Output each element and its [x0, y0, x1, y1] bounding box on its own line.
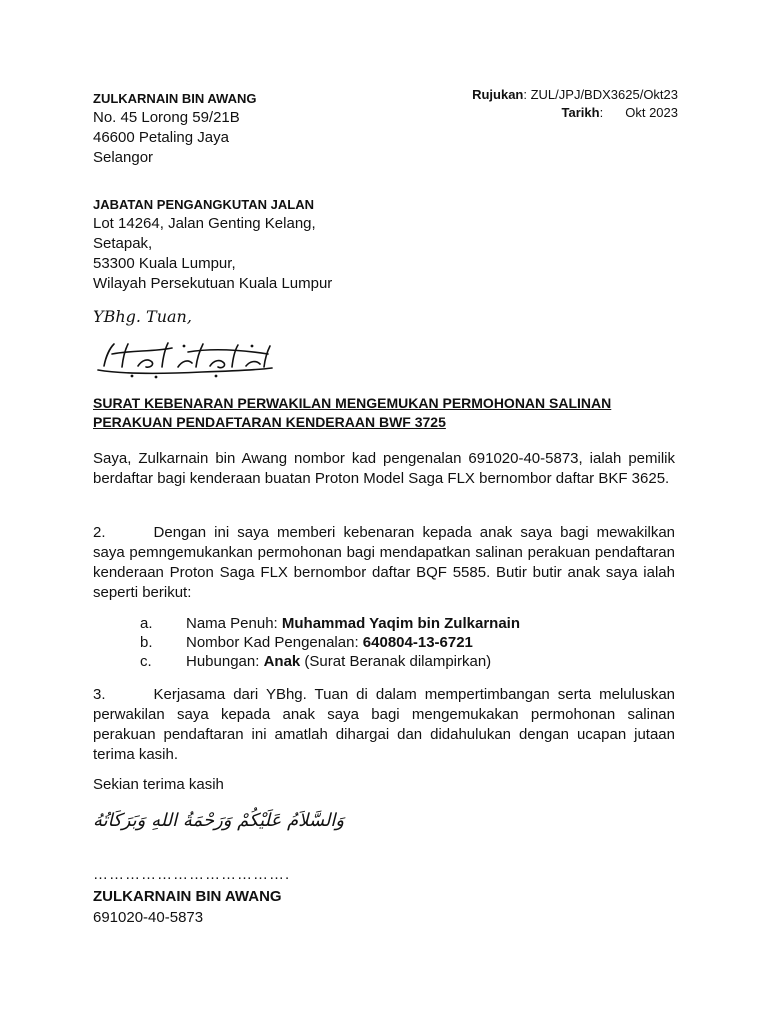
- detail-value: Muhammad Yaqim bin Zulkarnain: [281, 615, 520, 632]
- closing-text: Sekian terima kasih: [93, 776, 224, 793]
- signature-line: ……………………………….: [93, 866, 291, 883]
- detail-note: (Surat Beranak dilampirkan): [300, 653, 492, 670]
- reference-block: [472, 86, 678, 122]
- list-marker: a.: [140, 615, 153, 632]
- detail-value: 640804-13-6721: [362, 634, 473, 651]
- reference-value: : ZUL/JPJ/BDX3625/Okt23: [523, 87, 678, 102]
- recipient-address-line: 53300 Kuala Lumpur,: [93, 255, 236, 272]
- paragraph-2: [93, 523, 675, 603]
- details-list: [140, 614, 520, 671]
- paragraph-2-number: 2.: [93, 524, 106, 541]
- date-row: [472, 104, 678, 122]
- date-label: Tarikh: [561, 105, 600, 120]
- recipient-address-line: Setapak,: [93, 235, 153, 252]
- list-marker: c.: [140, 653, 152, 670]
- recipient-address-line: Wilayah Persekutuan Kuala Lumpur: [93, 275, 333, 292]
- recipient-address-line: Lot 14264, Jalan Genting Kelang,: [93, 215, 316, 232]
- detail-value: Anak: [263, 653, 301, 670]
- list-item: [140, 652, 520, 671]
- reference-row: [472, 86, 678, 104]
- paragraph-2-text: Dengan ini saya memberi kebenaran kepada anak saya bagi mewakilkan saya pemngemukankan permohonan bagi mendapatkan salinan perakuan pendaftaran kenderaan Proton Saga FLX bernombor daftar BQF 5585. Butir butir anak saya ialah seperti berikut:: [93, 524, 675, 601]
- detail-label: Nama Penuh:: [186, 615, 282, 632]
- sender-address-line: Selangor: [93, 149, 154, 166]
- recipient-block: [93, 196, 332, 294]
- sender-address-line: No. 45 Lorong 59/21B: [93, 109, 240, 126]
- paragraph-3-number: 3.: [93, 686, 106, 703]
- recipient-name: JABATAN PENGANGKUTAN JALAN: [93, 197, 314, 212]
- arabic-greeting-calligraphy: [92, 334, 278, 380]
- list-item: [140, 633, 520, 652]
- paragraph-3-text: Kerjasama dari YBhg. Tuan di dalam mempertimbangan serta meluluskan perwakilan saya kepada anak saya bagi mengemukakan permohonan salinan perakuan pendaftaran ini amatlah dihargai dan didahulukan dengan ucapan jutaan terima kasih.: [93, 686, 675, 763]
- arabic-closing: وَالسَّلاَمُ عَلَيْكُمْ وَرَحْمَةُ اللهِ وَبَرَكَاتُهُ: [93, 810, 345, 831]
- paragraph-3: [93, 685, 675, 765]
- sender-name: ZULKARNAIN BIN AWANG: [93, 91, 257, 106]
- letter-subject: SURAT KEBENARAN PERWAKILAN MENGEMUKAN PERMOHONAN SALINAN PERAKUAN PENDAFTARAN KENDERAAN BWF 3725: [93, 395, 612, 430]
- detail-label: Hubungan:: [186, 653, 264, 670]
- salutation: YBhg. Tuan,: [93, 307, 192, 326]
- paragraph-1: Saya, Zulkarnain bin Awang nombor kad pengenalan 691020-40-5873, ialah pemilik berdaftar bagi kenderaan buatan Proton Model Saga FLX bernombor daftar BKF 3625.: [93, 450, 675, 487]
- sender-address-line: 46600 Petaling Jaya: [93, 129, 229, 146]
- list-item: [140, 614, 520, 633]
- date-value: Okt 2023: [625, 105, 678, 120]
- reference-label: Rujukan: [472, 87, 524, 102]
- signatory-name: ZULKARNAIN BIN AWANG: [93, 888, 282, 905]
- list-marker: b.: [140, 634, 153, 651]
- signatory-ic-number: 691020-40-5873: [93, 909, 204, 926]
- sender-block: [93, 90, 256, 168]
- date-separator: :: [599, 105, 604, 120]
- detail-label: Nombor Kad Pengenalan:: [186, 634, 363, 651]
